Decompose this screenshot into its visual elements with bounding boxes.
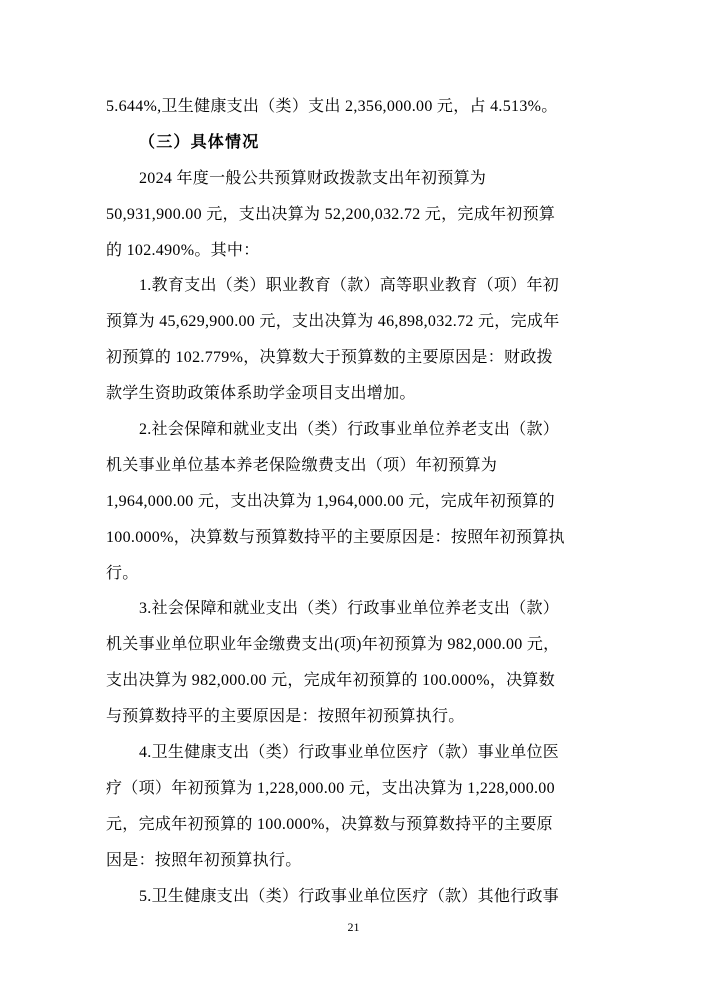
text-line: （三）具体情况 (139, 133, 260, 151)
text-line: 因是：按照年初预算执行。 (106, 851, 302, 869)
text-line: 100.000%，决算数与预算数持平的主要原因是：按照年初预算执 (106, 528, 565, 546)
text-line: 元，完成年初预算的 100.000%，决算数与预算数持平的主要原 (106, 815, 553, 833)
text-line: 2024 年度一般公共预算财政拨款支出年初预算为 (139, 169, 487, 187)
text-line: 预算为 45,629,900.00 元，支出决算为 46,898,032.72 元，完成年 (106, 313, 560, 331)
text-line: 与预算数持平的主要原因是：按照年初预算执行。 (106, 708, 465, 726)
text-line: 的 102.490%。其中： (106, 241, 260, 259)
text-line: 4.卫生健康支出（类）行政事业单位医疗（款）事业单位医 (139, 744, 560, 762)
text-line: 款学生资助政策体系助学金项目支出增加。 (106, 385, 416, 403)
text-line: 3.社会保障和就业支出（类）行政事业单位养老支出（款） (139, 600, 560, 618)
paragraph (106, 89, 609, 125)
text-line: 5.卫生健康支出（类）行政事业单位医疗（款）其他行政事 (139, 887, 560, 905)
text-line: 初预算的 102.779%，决算数大于预算数的主要原因是：财政拨 (106, 349, 553, 367)
paragraph (106, 591, 609, 735)
paragraph (106, 879, 609, 915)
text-line: 疗（项）年初预算为 1,228,000.00 元，支出决算为 1,228,000.00 (106, 779, 555, 797)
text-line: 机关事业单位职业年金缴费支出(项)年初预算为 982,000.00 元， (106, 636, 560, 654)
text-line: 1.教育支出（类）职业教育（款）高等职业教育（项）年初 (139, 277, 560, 295)
paragraph (106, 412, 609, 591)
page-footer (0, 919, 707, 935)
paragraph (106, 268, 609, 412)
paragraph (106, 735, 609, 879)
page-number: 21 (347, 920, 360, 934)
text-line: 50,931,900.00 元，支出决算为 52,200,032.72 元，完成年初预算 (106, 205, 556, 223)
paragraph (106, 161, 609, 269)
text-line: 1,964,000.00 元，支出决算为 1,964,000.00 元，完成年初预算的 (106, 492, 555, 510)
text-line: 机关事业单位基本养老保险缴费支出（项）年初预算为 (106, 456, 498, 474)
text-line: 行。 (106, 564, 139, 582)
document-body (106, 89, 609, 914)
text-line: 5.644%,卫生健康支出（类）支出 2,356,000.00 元，占 4.513%。 (106, 98, 558, 115)
text-line: 支出决算为 982,000.00 元，完成年初预算的 100.000%，决算数 (106, 672, 556, 690)
section-heading (106, 125, 609, 161)
text-line: 2.社会保障和就业支出（类）行政事业单位养老支出（款） (139, 421, 560, 439)
